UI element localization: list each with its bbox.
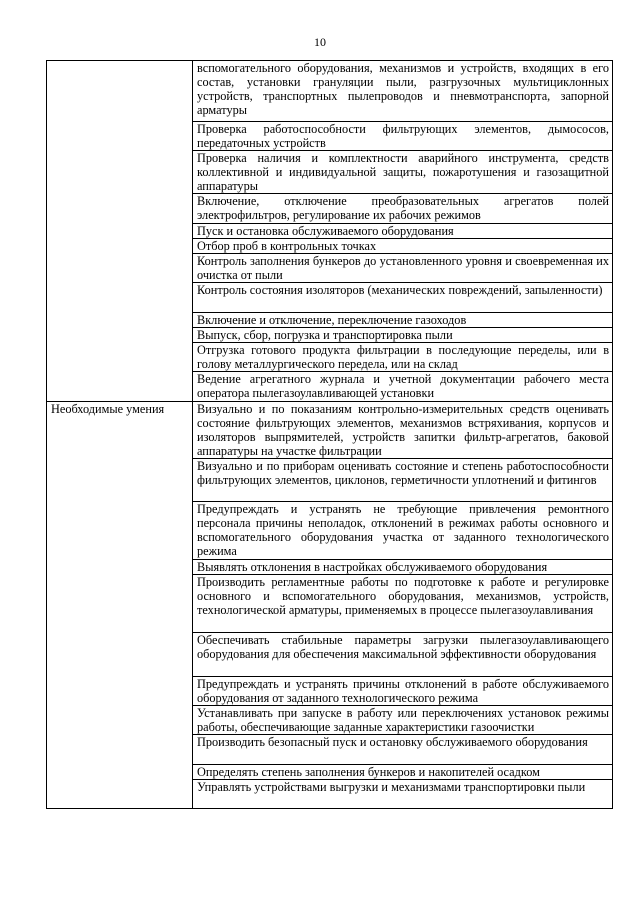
table-cell: Контроль состояния изоляторов (механических повреждений, запыленности) xyxy=(193,283,613,313)
table-row xyxy=(47,61,613,122)
table-cell: Ведение агрегатного журнала и учетной документации рабочего места оператора пылегазоулавливающей установки xyxy=(193,372,613,402)
table-cell: Управлять устройствами выгрузки и механизмами транспортировки пыли xyxy=(193,780,613,809)
table-cell: Производить безопасный пуск и остановку обслуживаемого оборудования xyxy=(193,735,613,765)
table-cell: Предупреждать и устранять причины отклонений в работе обслуживаемого оборудования от заданного технологического режима xyxy=(193,677,613,706)
table-cell: Отгрузка готового продукта фильтрации в последующие переделы, или в голову металлургического передела, или на склад xyxy=(193,343,613,372)
table-cell: Определять степень заполнения бункеров и накопителей осадком xyxy=(193,765,613,780)
table-cell: Отбор проб в контрольных точках xyxy=(193,239,613,254)
page-number: 10 xyxy=(314,35,326,49)
table-cell: Выявлять отклонения в настройках обслуживаемого оборудования xyxy=(193,560,613,575)
table-cell: Контроль заполнения бункеров до установленного уровня и своевременная их очистка от пыли xyxy=(193,254,613,283)
table-cell: Включение и отключение, переключение газоходов xyxy=(193,313,613,328)
table-cell: Проверка наличия и комплектности аварийного инструмента, средств коллективной и индивидуальной защиты, пожаротушения и газозащитной аппаратуры xyxy=(193,151,613,194)
table-cell: Выпуск, сбор, погрузка и транспортировка пыли xyxy=(193,328,613,343)
table-cell: вспомогательного оборудования, механизмов и устройств, входящих в его состав, установки грануляции пыли, разгрузочных мультициклонных устройств, транспортных пылепроводов и пневмотранспорта, запорной арматуры xyxy=(193,61,613,122)
table-cell: Устанавливать при запуске в работу или переключениях установок режимы работы, обеспечивающие заданные характеристики газоочистки xyxy=(193,706,613,735)
section-label-cell xyxy=(47,61,193,402)
section-label-cell: Необходимые умения xyxy=(47,402,193,809)
requirements-table xyxy=(46,60,613,809)
table-cell: Предупреждать и устранять не требующие привлечения ремонтного персонала причины неполадок, отклонений в режимах работы основного и вспомогательного оборудования участка от заданного технологического режима xyxy=(193,502,613,560)
table-row xyxy=(47,402,613,459)
table-cell: Включение, отключение преобразовательных агрегатов полей электрофильтров, регулирование их рабочих режимов xyxy=(193,194,613,224)
table-cell: Визуально и по приборам оценивать состояние и степень работоспособности фильтрующих элементов, циклонов, герметичности уплотнений и фитингов xyxy=(193,459,613,502)
table-cell: Пуск и остановка обслуживаемого оборудования xyxy=(193,224,613,239)
table-cell: Визуально и по показаниям контрольно-измерительных средств оценивать состояние фильтрующих элементов, механизмов встряхивания, корпусов и изоляторов выпрямителей, устройств запитки фильтр-агрегатов, баковой аппаратуры на участке фильтрации xyxy=(193,402,613,459)
table-cell: Проверка работоспособности фильтрующих элементов, дымососов, передаточных устройств xyxy=(193,122,613,151)
table-cell: Обеспечивать стабильные параметры загрузки пылегазоулавливающего оборудования для обеспечения максимальной эффективности оборудования xyxy=(193,633,613,677)
table-cell: Производить регламентные работы по подготовке к работе и регулировке основного и вспомогательного оборудования, механизмов, устройств, технологической арматуры, применяемых в процессе пылегазоулавливания xyxy=(193,575,613,633)
